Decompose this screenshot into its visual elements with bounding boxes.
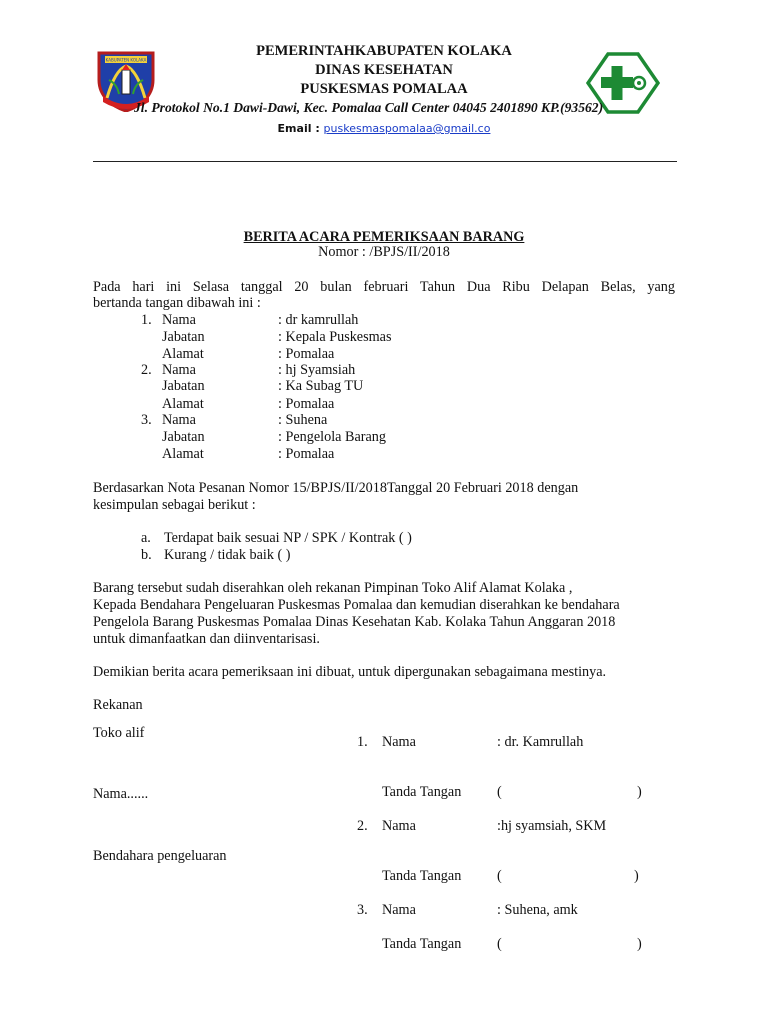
person-2-alamat: : Pomalaa	[278, 396, 335, 412]
header-department: DINAS KESEHATAN	[315, 62, 453, 78]
signer-3-ttd-close: )	[637, 936, 642, 952]
document-title: BERITA ACARA PEMERIKSAAN BARANG	[243, 229, 525, 245]
option-a-text: Terdapat baik sesuai NP / SPK / Kontrak ( )	[164, 530, 412, 546]
person-2-nama-label: Nama	[162, 362, 196, 378]
signer-2-ttd-open: (	[497, 868, 502, 884]
toko-name: Toko alif	[93, 725, 145, 741]
person-3-alamat: : Pomalaa	[278, 446, 335, 462]
person-1-number: 1.	[141, 312, 152, 328]
document-number: Nomor : /BPJS/II/2018	[318, 244, 450, 260]
signer-2-nama: :hj syamsiah, SKM	[497, 818, 607, 834]
paragraph-line-2: Kepada Bendahara Pengeluaran Puskesmas Pomalaa dan kemudian diserahkan ke bendahara	[93, 597, 620, 613]
person-3-jabatan-label: Jabatan	[162, 429, 205, 445]
person-3-jabatan: : Pengelola Barang	[278, 429, 386, 445]
person-1-alamat-label: Alamat	[162, 346, 204, 362]
person-2-nama: : hj Syamsiah	[278, 362, 356, 378]
email-label: Email :	[277, 122, 324, 135]
person-2-jabatan-label: Jabatan	[162, 378, 205, 394]
person-1-nama-label: Nama	[162, 312, 196, 328]
header-email-line	[0, 121, 768, 137]
person-2-alamat-label: Alamat	[162, 396, 204, 412]
signer-1-nama: : dr. Kamrullah	[497, 734, 584, 750]
signer-1-ttd-open: (	[497, 784, 502, 800]
person-3-nama: : Suhena	[278, 412, 328, 428]
person-1-jabatan: : Kepala Puskesmas	[278, 329, 392, 345]
signer-2-nama-label: Nama	[382, 818, 416, 834]
header-divider	[93, 161, 677, 162]
signer-3-nama-label: Nama	[382, 902, 416, 918]
paragraph-line-1: Barang tersebut sudah diserahkan oleh rekanan Pimpinan Toko Alif Alamat Kolaka ,	[93, 580, 573, 596]
signer-1-ttd-close: )	[637, 784, 642, 800]
signer-3-number: 3.	[357, 902, 368, 918]
person-3-alamat-label: Alamat	[162, 446, 204, 462]
closing-statement: Demikian berita acara pemeriksaan ini dibuat, untuk dipergunakan sebagaimana mestinya.	[93, 664, 607, 680]
option-b-text: Kurang / tidak baik ( )	[164, 547, 291, 563]
paragraph-line-3: Pengelola Barang Puskesmas Pomalaa Dinas Kesehatan Kab. Kolaka Tahun Anggaran 2018	[93, 614, 616, 630]
signer-1-number: 1.	[357, 734, 368, 750]
option-a-letter: a.	[141, 530, 151, 546]
email-link[interactable]: puskesmaspomalaa@gmail.co	[323, 122, 491, 135]
nota-line-2: kesimpulan sebagai berikut :	[93, 497, 256, 513]
bendahara-label: Bendahara pengeluaran	[93, 848, 227, 864]
signer-1-ttd-label: Tanda Tangan	[382, 784, 462, 800]
person-1-jabatan-label: Jabatan	[162, 329, 205, 345]
signer-3-ttd-label: Tanda Tangan	[382, 936, 462, 952]
signer-2-ttd-close: )	[634, 868, 639, 884]
nota-line-1: Berdasarkan Nota Pesanan Nomor 15/BPJS/II/2018Tanggal 20 Februari 2018 dengan	[93, 480, 579, 496]
option-b-letter: b.	[141, 547, 152, 563]
person-2-number: 2.	[141, 362, 152, 378]
intro-line-1: Pada hari ini Selasa tanggal 20 bulan februari Tahun Dua Ribu Delapan Belas, yang	[93, 279, 675, 295]
person-2-jabatan: : Ka Subag TU	[278, 378, 364, 394]
rekanan-nama-placeholder: Nama......	[93, 786, 149, 802]
emblem-text: KABUPATEN KOLAKA	[105, 57, 147, 63]
signer-2-number: 2.	[357, 818, 368, 834]
header-address: Jl. Protokol No.1 Dawi-Dawi, Kec. Pomalaa Call Center 04045 2401890 KP.(93562)	[134, 100, 604, 115]
paragraph-line-4: untuk dimanfaatkan dan diinventarisasi.	[93, 631, 320, 647]
signer-1-nama-label: Nama	[382, 734, 416, 750]
person-1-nama: : dr kamrullah	[278, 312, 359, 328]
header-puskesmas: PUSKESMAS POMALAA	[300, 81, 468, 97]
intro-line-2: bertanda tangan dibawah ini :	[93, 295, 261, 311]
signer-3-nama: : Suhena, amk	[497, 902, 578, 918]
person-3-number: 3.	[141, 412, 152, 428]
signer-2-ttd-label: Tanda Tangan	[382, 868, 462, 884]
header-government: PEMERINTAHKABUPATEN KOLAKA	[256, 43, 512, 59]
person-1-alamat: : Pomalaa	[278, 346, 335, 362]
rekanan-label: Rekanan	[93, 697, 143, 713]
person-3-nama-label: Nama	[162, 412, 196, 428]
signer-3-ttd-open: (	[497, 936, 502, 952]
